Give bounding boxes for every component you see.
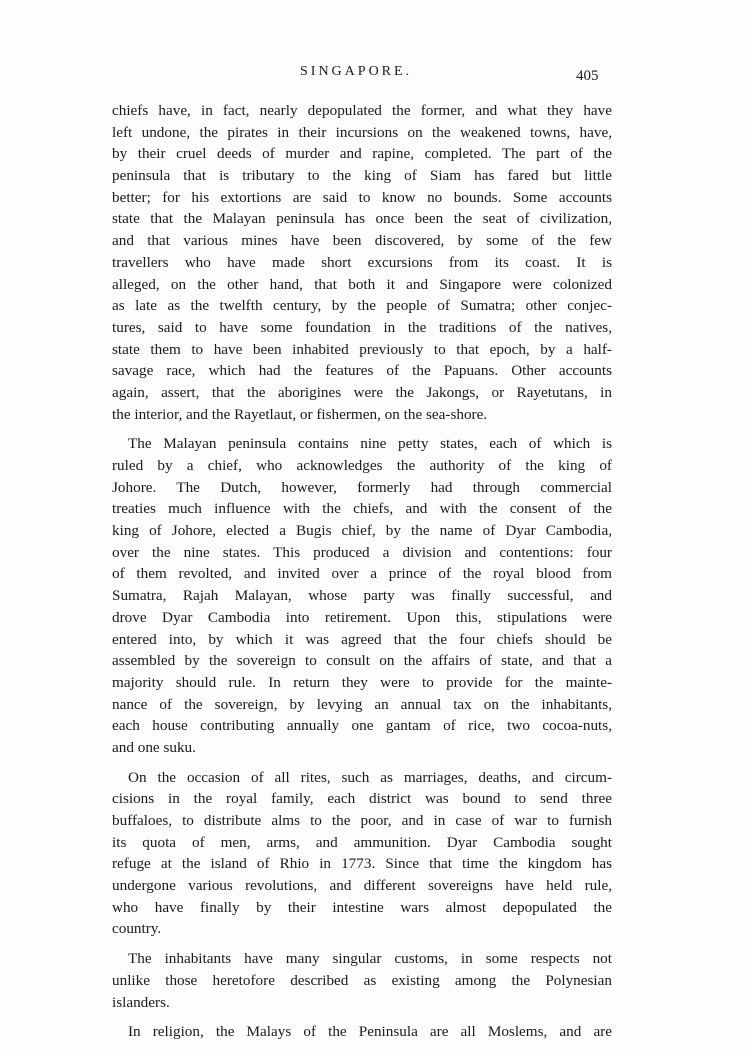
page-number: 405 xyxy=(576,68,599,84)
text-line: state them to have been inhabited previously to that epoch, by a half- xyxy=(112,340,612,358)
text-line: Johore. The Dutch, however, formerly had through commercial xyxy=(112,478,612,496)
text-line: cisions in the royal family, each district was bound to send three xyxy=(112,790,612,808)
text-line: Sumatra, Rajah Malayan, whose party was finally successful, and xyxy=(112,587,612,605)
text-line: On the occasion of all rites, such as marriages, deaths, and circum- xyxy=(128,768,612,786)
text-line: In religion, the Malays of the Peninsula are all Moslems, and are xyxy=(128,1023,612,1041)
text-line: The inhabitants have many singular customs, in some respects not xyxy=(128,950,612,968)
text-line: travellers who have made short excursions from its coast. It is xyxy=(112,253,612,271)
text-line: king of Johore, elected a Bugis chief, by the name of Dyar Cambodia, xyxy=(112,522,612,540)
text-line: peninsula that is tributary to the king of Siam has fared but little xyxy=(112,167,612,185)
text-line: its quota of men, arms, and ammunition. Dyar Cambodia sought xyxy=(112,833,612,851)
text-line: left undone, the pirates in their incursions on the weakened towns, have, xyxy=(112,123,612,141)
text-line: treaties much influence with the chiefs, and with the consent of the xyxy=(112,500,612,518)
text-line: and that various mines have been discovered, by some of the few xyxy=(112,232,612,250)
text-line: refuge at the island of Rhio in 1773. Since that time the kingdom has xyxy=(112,855,612,873)
paragraph-1 xyxy=(112,100,612,425)
text-line: undergone various revolutions, and different sovereigns have held rule, xyxy=(112,877,612,895)
text-line: islanders. xyxy=(112,993,170,1011)
text-line: state that the Malayan peninsula has once been the seat of civilization, xyxy=(112,210,612,228)
text-line: entered into, by which it was agreed that the four chiefs should be xyxy=(112,630,612,648)
paragraph-3 xyxy=(112,767,612,941)
body-text xyxy=(112,100,612,1051)
text-line: drove Dyar Cambodia into retirement. Upon this, stipulations were xyxy=(112,608,612,626)
text-line: country. xyxy=(112,920,162,938)
text-line: of them revolted, and invited over a prince of the royal blood from xyxy=(112,565,612,583)
paragraph-5 xyxy=(112,1021,612,1043)
text-line: savage race, which had the features of the Papuans. Other accounts xyxy=(112,362,612,380)
text-line: each house contributing annually one gantam of rice, two cocoa-nuts, xyxy=(112,717,612,735)
text-line: as late as the twelfth century, by the people of Sumatra; other conjec- xyxy=(112,297,612,315)
text-line: the interior, and the Rayetlaut, or fishermen, on the sea-shore. xyxy=(112,405,488,423)
text-line: ruled by a chief, who acknowledges the authority of the king of xyxy=(112,457,612,474)
text-line: who have finally by their intestine wars almost depopulated the xyxy=(112,898,612,916)
text-line: assembled by the sovereign to consult on the affairs of state, and that a xyxy=(112,652,612,670)
paragraph-2 xyxy=(112,433,612,758)
paragraph-4 xyxy=(112,948,612,1013)
running-head: SINGAPORE. xyxy=(300,64,413,79)
text-line: chiefs have, in fact, nearly depopulated the former, and what they have xyxy=(112,102,612,119)
text-line: unlike those heretofore described as existing among the Polynesian xyxy=(112,971,612,989)
text-line: nance of the sovereign, by levying an annual tax on the inhabitants, xyxy=(112,695,612,713)
text-line: again, assert, that the aborigines were the Jakongs, or Rayetutans, in xyxy=(112,383,612,401)
text-line: The Malayan peninsula contains nine petty states, each of which is xyxy=(128,435,612,453)
text-line: better; for his extortions are said to know no bounds. Some accounts xyxy=(112,188,612,206)
text-line: by their cruel deeds of murder and rapine, completed. The part of the xyxy=(112,145,612,163)
text-line: tures, said to have some foundation in the traditions of the natives, xyxy=(112,318,612,336)
text-line: majority should rule. In return they were to provide for the mainte- xyxy=(112,673,612,691)
text-line: over the nine states. This produced a division and contentions: four xyxy=(112,543,612,561)
text-line: buffaloes, to distribute alms to the poor, and in case of war to furnish xyxy=(112,812,612,829)
text-line: and one suku. xyxy=(112,738,196,756)
text-line: alleged, on the other hand, that both it and Singapore were colonized xyxy=(112,275,612,293)
